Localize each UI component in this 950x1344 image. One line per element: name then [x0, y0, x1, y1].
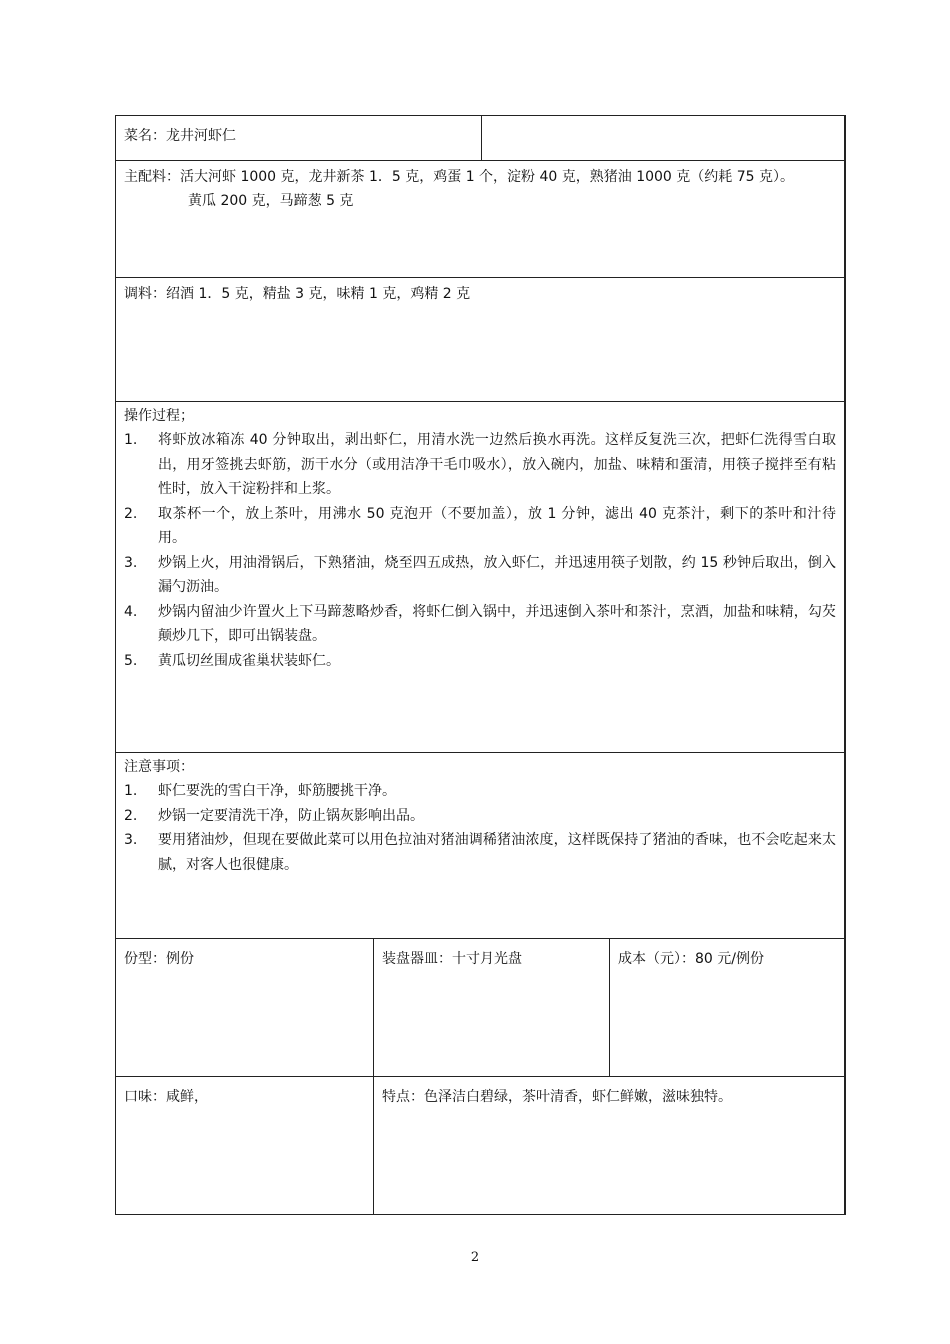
- procedure-row: [116, 402, 844, 753]
- procedure-step: 1. 将虾放冰箱冻 40 分钟取出，剥出虾仁，用清水洗一边然后换水再洗。这样反复洗三次，把虾仁洗得雪白取出，用牙签挑去虾筋，沥干水分（或用洁净干毛巾吸水），放入碗内，加盐、味精和蛋清，用筷子搅拌至有粘性时，放入干淀粉拌和上浆。: [124, 432, 836, 497]
- portion-row: [116, 939, 844, 1077]
- portion: 份型：例份: [124, 951, 194, 967]
- seasoning-row: [116, 278, 844, 402]
- note-item: 2. 炒锅一定要清洗干净，防止锅灰影响出品。: [124, 807, 424, 824]
- procedure-step: 3. 炒锅上火，用油滑锅后，下熟猪油，烧至四五成热，放入虾仁，并迅速用筷子划散，约 15 秒钟后取出，倒入漏勺沥油。: [124, 554, 836, 595]
- taste: 口味：咸鲜，: [124, 1089, 208, 1105]
- main-ingredients-line2: 黄瓜 200 克，马蹄葱 5 克: [188, 193, 354, 209]
- page-number: 2: [470, 1250, 480, 1265]
- taste-row: [116, 1077, 844, 1214]
- notes-title: 注意事项：: [124, 759, 194, 775]
- dish-name-blank-cell: [481, 116, 844, 160]
- recipe-sheet: [115, 115, 846, 1215]
- main-ingredients-row: [116, 161, 844, 278]
- seasoning: 调料：绍酒 1．5 克，精盐 3 克，味精 1 克，鸡精 2 克: [124, 286, 471, 302]
- procedure-step: 4. 炒锅内留油少许置火上下马蹄葱略炒香，将虾仁倒入锅中，并迅速倒入茶叶和茶汁，烹酒，加盐和味精，勾芡颠炒几下，即可出锅装盘。: [124, 603, 836, 644]
- cost: 成本（元）：80 元/例份: [609, 939, 844, 1076]
- procedure-cell: [116, 402, 844, 752]
- notes-cell: [116, 753, 844, 938]
- main-ingredients-cell: [116, 161, 844, 277]
- note-item: 3. 要用猪油炒，但现在要做此菜可以用色拉油对猪油调稀猪油浓度，这样既保持了猪油的香味，也不会吃起来太腻，对客人也很健康。: [124, 832, 836, 873]
- main-ingredients-line1: 主配料：活大河虾 1000 克，龙井新茶 1．5 克，鸡蛋 1 个，淀粉 40 克，熟猪油 1000 克（约耗 75 克）。: [124, 169, 795, 185]
- serving-dish: 装盘器皿：十寸月光盘: [373, 939, 609, 1076]
- notes-row: [116, 753, 844, 939]
- dish-name-row: [116, 116, 844, 161]
- notes-items: [124, 779, 836, 877]
- procedure-step: 5. 黄瓜切丝围成雀巢状装虾仁。: [124, 652, 340, 669]
- procedure-step: 2. 取茶杯一个，放上茶叶，用沸水 50 克泡开（不要加盖），放 1 分钟，滤出 40 克茶汁，剩下的茶叶和汁待用。: [124, 505, 836, 546]
- features: 特点：色泽洁白碧绿，茶叶清香，虾仁鲜嫩，滋味独特。: [373, 1077, 844, 1214]
- procedure-steps: [124, 428, 836, 673]
- procedure-title: 操作过程；: [124, 408, 194, 424]
- note-item: 1. 虾仁要洗的雪白干净，虾筋腰挑干净。: [124, 783, 396, 799]
- dish-name: 菜名：龙井河虾仁: [124, 128, 236, 144]
